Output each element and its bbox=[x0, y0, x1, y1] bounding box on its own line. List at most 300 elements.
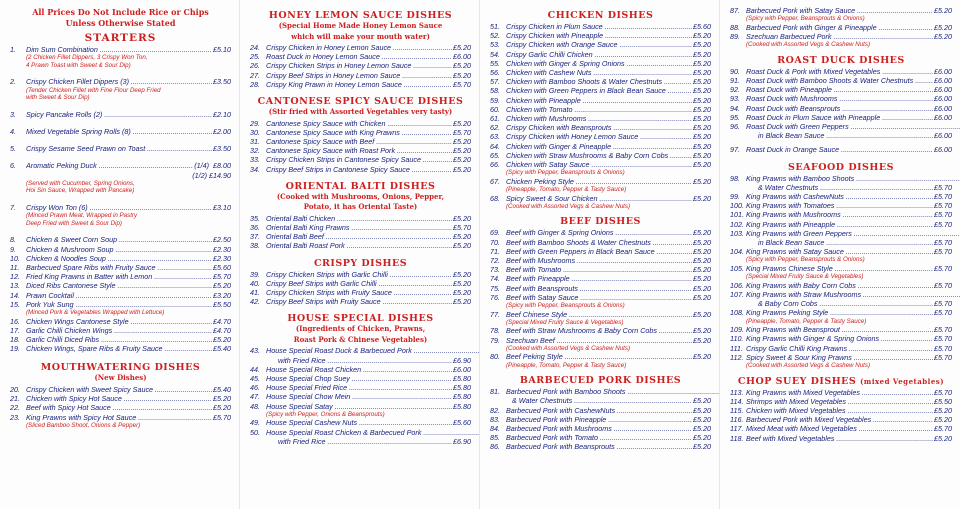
menu-item bbox=[490, 424, 711, 433]
item-number: 47. bbox=[250, 392, 260, 402]
item-name: Beef with Beansprouts ..... bbox=[506, 284, 692, 293]
menu-item-cont bbox=[730, 238, 952, 247]
item-name: Roast Duck in Plum Sauce with Pineapple ..... bbox=[746, 113, 933, 122]
item-name: Beef with Satay Sauce ..... bbox=[506, 293, 692, 302]
item-number: 29. bbox=[250, 118, 260, 128]
item-price: £5.20 bbox=[693, 237, 711, 247]
item-number: 87. bbox=[730, 6, 740, 15]
menu-item bbox=[490, 247, 711, 256]
item-price: £6.00 bbox=[934, 131, 952, 141]
item-number: 97. bbox=[730, 145, 740, 155]
section-title-beef: BEEF DISHES bbox=[560, 216, 641, 228]
menu-item bbox=[250, 61, 471, 70]
menu-item bbox=[730, 174, 952, 183]
item-note: (2 Chicken Fillet Dippers, 3 Crispy Won Ton, bbox=[26, 54, 148, 62]
item-price: £5.20 bbox=[693, 326, 711, 336]
item-name: King Prawns with Pineapple ..... bbox=[746, 220, 933, 229]
item-price: £5.70 bbox=[934, 387, 952, 397]
item-price: £5.20 bbox=[693, 292, 711, 302]
item-price: £5.60 bbox=[213, 262, 231, 272]
menu-item bbox=[10, 403, 231, 412]
item-number: 28. bbox=[250, 79, 260, 89]
item-name: Chicken with Straw Mushrooms & Baby Corn Cobs ..... bbox=[506, 151, 692, 160]
menu-item bbox=[10, 263, 231, 272]
item-name: Garlic Chilli Chicken Wings ..... bbox=[26, 326, 212, 335]
item-name: Chicken with Mixed Vegetables ..... bbox=[746, 406, 933, 415]
item-name: Crispy Chicken with Beansprouts ..... bbox=[506, 123, 692, 132]
item-number: 111. bbox=[730, 343, 743, 353]
item-name: Chicken with Spicy Hot Sauce ..... bbox=[26, 394, 212, 403]
item-number: 73. bbox=[490, 265, 500, 275]
item-name: Barbecued Pork with Tomato ..... bbox=[506, 433, 692, 442]
item-number: 15. bbox=[10, 299, 20, 309]
menu-column-2 bbox=[240, 0, 480, 509]
menu-item bbox=[250, 43, 471, 52]
item-name: Szechuan Barbecued Pork ..... bbox=[746, 32, 933, 41]
item-price: £2.10 bbox=[213, 109, 231, 119]
menu-item bbox=[730, 334, 952, 343]
item-name: Chicken with Cashew Nuts ..... bbox=[506, 68, 692, 77]
item-number: 36. bbox=[250, 222, 260, 232]
item-number: 55. bbox=[490, 58, 500, 68]
menu-item bbox=[490, 50, 711, 59]
item-name-cont: & Baby Corn Cobs ..... bbox=[758, 299, 933, 308]
item-price: £6.00 bbox=[934, 103, 952, 113]
item-number: 54. bbox=[490, 49, 500, 59]
section-title-house-special: HOUSE SPECIAL DISHES bbox=[287, 313, 434, 325]
item-name: House Special Cashew Nuts ..... bbox=[266, 418, 452, 427]
menu-item bbox=[730, 122, 952, 131]
item-name: King Prawns Chinese Style ..... bbox=[746, 264, 933, 273]
item-name: Chicken with Satay Sauce ..... bbox=[506, 160, 692, 169]
item-price: £5.10 bbox=[213, 45, 231, 54]
item-number: 8. bbox=[10, 235, 16, 245]
menu-item bbox=[10, 291, 231, 300]
item-price: £5.20 bbox=[693, 176, 711, 186]
menu-item bbox=[490, 336, 711, 345]
item-name: Chicken with Green Peppers in Black Bean Sauce ..... bbox=[506, 86, 692, 95]
item-name: King Prawns Peking Style ..... bbox=[746, 308, 933, 317]
item-number: 33. bbox=[250, 155, 260, 165]
menu-item bbox=[250, 374, 471, 383]
item-number: 12. bbox=[10, 272, 20, 282]
item-name: King Prawns with Spicy Hot Sauce ..... bbox=[26, 413, 212, 422]
item-name: Chicken & Sweet Corn Soup ..... bbox=[26, 235, 212, 244]
item-number: 23. bbox=[10, 412, 20, 422]
item-price: £5.20 bbox=[213, 281, 231, 291]
menu-item bbox=[490, 96, 711, 105]
item-number: 91. bbox=[730, 76, 740, 85]
item-price: £5.20 bbox=[213, 335, 231, 344]
item-number: 101. bbox=[730, 210, 744, 220]
item-number: 67. bbox=[490, 176, 500, 186]
item-name: Szechuan Beef ..... bbox=[506, 336, 692, 345]
item-name: Spicy Sweet & Sour King Prawns ..... bbox=[746, 353, 933, 362]
item-number: 25. bbox=[250, 52, 260, 62]
item-number: 63. bbox=[490, 132, 500, 142]
section-title-text: CHOP SUEY DISHES bbox=[737, 375, 857, 387]
item-name: Chicken Peking Style ..... bbox=[506, 177, 692, 186]
item-note: with Sweet & Sour Dip) bbox=[26, 94, 90, 102]
section-subtitle: (Stir fried with Assorted Vegetables very tasty) bbox=[268, 107, 453, 117]
item-number: 38. bbox=[250, 241, 260, 251]
menu-item bbox=[490, 177, 711, 186]
menu-item bbox=[250, 428, 471, 437]
menu-item bbox=[10, 77, 231, 86]
menu-item bbox=[250, 146, 471, 155]
menu-item bbox=[730, 344, 952, 353]
menu-item bbox=[250, 155, 471, 164]
item-number: 64. bbox=[490, 141, 500, 151]
item-name: Fried King Prawns in Batter with Lemon ..... bbox=[26, 272, 212, 281]
item-price: £5.20 bbox=[934, 433, 952, 443]
item-number: 14. bbox=[10, 290, 20, 300]
menu-item bbox=[490, 86, 711, 95]
item-name: Oriental Balti Roast Pork ..... bbox=[266, 241, 452, 250]
item-price: £5.20 bbox=[693, 265, 711, 275]
menu-item bbox=[250, 80, 471, 89]
item-price: £5.20 bbox=[693, 31, 711, 41]
menu-item bbox=[250, 365, 471, 374]
item-price: £5.50 bbox=[934, 396, 952, 406]
item-number: 2. bbox=[10, 77, 16, 87]
menu-item bbox=[730, 415, 952, 424]
item-number: 100. bbox=[730, 201, 744, 211]
item-price: £5.20 bbox=[693, 49, 711, 59]
item-name: Mixed Vegetable Spring Rolls (8) ..... bbox=[26, 127, 212, 136]
menu-item bbox=[10, 317, 231, 326]
item-price: £5.20 bbox=[453, 70, 471, 80]
item-price: £5.70 bbox=[213, 412, 231, 422]
menu-item bbox=[250, 119, 471, 128]
item-number: 52. bbox=[490, 31, 500, 41]
item-price: £3.50 bbox=[213, 77, 231, 87]
item-price: £5.20 bbox=[693, 352, 711, 362]
item-price: £6.00 bbox=[934, 145, 952, 155]
menu-item bbox=[730, 353, 952, 362]
item-number: 95. bbox=[730, 112, 740, 122]
menu-item bbox=[730, 308, 952, 317]
item-name: Roast Duck with Green Peppers ..... bbox=[746, 122, 960, 131]
item-name: Barbecued Pork with Satay Sauce ..... bbox=[746, 6, 933, 15]
item-price: £3.10 bbox=[213, 202, 231, 212]
item-price: £5.20 bbox=[693, 433, 711, 443]
item-number: 37. bbox=[250, 232, 260, 242]
item-name: Crispy Chicken Strips in Honey Lemon Sauce ..... bbox=[266, 61, 452, 70]
item-number: 117. bbox=[730, 424, 744, 434]
item-name: House Special Roast Chicken ..... bbox=[266, 365, 452, 374]
menu-item bbox=[10, 245, 231, 254]
menu-item bbox=[490, 151, 711, 160]
item-price: £5.40 bbox=[213, 344, 231, 354]
item-name: Roast Duck with Bamboo Shoots & Water Chestnuts ..... bbox=[746, 76, 933, 85]
item-price: £5.20 bbox=[934, 22, 952, 32]
item-name: Crispy King Prawn in Honey Lemon Sauce ..... bbox=[266, 80, 452, 89]
item-price: £5.20 bbox=[453, 213, 471, 223]
menu-item bbox=[730, 325, 952, 334]
item-number: 22. bbox=[10, 403, 20, 413]
menu-item bbox=[10, 254, 231, 263]
item-name: Diced Ribs Cantonese Style ..... bbox=[26, 281, 212, 290]
item-number: 102. bbox=[730, 219, 744, 229]
item-number: 16. bbox=[10, 316, 20, 326]
menu-item bbox=[730, 424, 952, 433]
item-price: £2.00 bbox=[213, 126, 231, 136]
item-note: (Cooked with Assorted Vegs & Cashew Nuts) bbox=[746, 41, 871, 49]
item-number: 35. bbox=[250, 213, 260, 223]
item-name: Barbecued Pork with Mixed Vegetables ..... bbox=[746, 415, 933, 424]
item-name: House Special Chop Suey ..... bbox=[266, 374, 452, 383]
menu-item bbox=[730, 145, 952, 154]
item-price: £5.70 bbox=[213, 272, 231, 282]
menu-item bbox=[490, 387, 711, 396]
item-name: House Special Chow Mein ..... bbox=[266, 392, 452, 401]
menu-item bbox=[490, 310, 711, 319]
item-price: £6.00 bbox=[453, 364, 471, 374]
item-price: £5.20 bbox=[693, 256, 711, 266]
item-name: Chicken with Bamboo Shoots & Water Chestnuts ..... bbox=[506, 77, 692, 86]
menu-item bbox=[490, 132, 711, 141]
item-number: 115. bbox=[730, 406, 744, 416]
item-name-cont: in Black Bean Sauce ..... bbox=[758, 238, 933, 247]
item-price: £5.20 bbox=[934, 6, 952, 15]
menu-item bbox=[490, 442, 711, 451]
item-name: Crispy Chicken with Sweet Spicy Sauce ..... bbox=[26, 385, 212, 394]
item-number: 13. bbox=[10, 281, 20, 291]
menu-item bbox=[250, 232, 471, 241]
item-number: 71. bbox=[490, 246, 500, 256]
item-price: £5.70 bbox=[934, 424, 952, 434]
item-price: £5.20 bbox=[213, 403, 231, 413]
item-number: 61. bbox=[490, 114, 500, 124]
item-number: 109. bbox=[730, 325, 744, 335]
item-number: 74. bbox=[490, 274, 500, 284]
item-note: (Pineapple, Tomato, Pepper & Tasty Sauce) bbox=[746, 317, 867, 325]
section-title-roast-duck: ROAST DUCK DISHES bbox=[777, 54, 905, 66]
item-price: £5.20 bbox=[693, 283, 711, 293]
item-note: (Cooked with Assorted Vegs & Cashew Nuts) bbox=[506, 344, 631, 352]
item-price: £5.20 bbox=[693, 396, 711, 406]
section-title-barbecued-pork: BARBECUED PORK DISHES bbox=[519, 375, 682, 387]
item-number: 20. bbox=[10, 384, 20, 394]
item-name: Crispy Garlic Chilli King Prawns ..... bbox=[746, 344, 933, 353]
item-number: 113. bbox=[730, 387, 744, 397]
item-name: Crispy Chicken in Plum Sauce ..... bbox=[506, 22, 692, 31]
item-name-cont: with Fried Rice ..... bbox=[278, 356, 452, 365]
item-number: 99. bbox=[730, 192, 740, 202]
item-price: £14.90 bbox=[209, 170, 231, 180]
item-name: Mixed Meat with Mixed Vegetables ..... bbox=[746, 424, 933, 433]
item-name: Beef with Mixed Vegetables ..... bbox=[746, 434, 933, 443]
menu-item bbox=[730, 229, 952, 238]
section-title-cantonese: CANTONESE SPICY SAUCE DISHES bbox=[257, 96, 464, 108]
menu-item bbox=[10, 144, 231, 153]
item-number: 76. bbox=[490, 292, 500, 302]
item-price: £5.20 bbox=[453, 241, 471, 251]
section-title-honey-lemon: HONEY LEMON SAUCE DISHES bbox=[268, 10, 453, 21]
item-name: Cantonese Spicy Sauce with Chicken ..... bbox=[266, 119, 452, 128]
item-number: 62. bbox=[490, 123, 500, 133]
section-subtitle: (Cooked with Mushrooms, Onions, Pepper, bbox=[276, 191, 445, 201]
item-note: Deep Fried with Sweet & Sour Dip) bbox=[26, 219, 122, 227]
menu-item bbox=[490, 274, 711, 283]
item-number: 96. bbox=[730, 122, 740, 132]
item-name: Beef with Green Peppers in Black Bean Sauce ..... bbox=[506, 247, 692, 256]
menu-item bbox=[490, 406, 711, 415]
item-name: Crispy Chicken in Honey Lemon Sauce ..... bbox=[266, 43, 452, 52]
menu-item bbox=[490, 22, 711, 31]
item-price: £5.20 bbox=[934, 32, 952, 41]
item-number: 83. bbox=[490, 414, 500, 424]
menu-item bbox=[10, 45, 231, 54]
item-name: King Prawns with Green Peppers ..... bbox=[746, 229, 960, 238]
item-price: £5.70 bbox=[934, 182, 952, 192]
item-number: 69. bbox=[490, 228, 500, 238]
item-number: 80. bbox=[490, 352, 500, 362]
item-price: £5.60 bbox=[453, 418, 471, 428]
item-name: Shrimps with Mixed Vegetables ..... bbox=[746, 397, 933, 406]
item-number: 3. bbox=[10, 109, 16, 119]
item-number: 26. bbox=[250, 61, 260, 71]
item-price: £5.20 bbox=[453, 118, 471, 128]
item-price: £5.20 bbox=[693, 86, 711, 96]
item-name: King Prawns with Baby Corn Cobs ..... bbox=[746, 281, 933, 290]
menu-item bbox=[10, 272, 231, 281]
item-name: King Prawns with Ginger & Spring Onions ..... bbox=[746, 334, 933, 343]
item-name: Chicken & Mushroom Soup ..... bbox=[26, 245, 212, 254]
menu-item-cont bbox=[730, 131, 952, 140]
item-price: £6.00 bbox=[934, 112, 952, 122]
item-number: 106. bbox=[730, 280, 744, 290]
item-number: 32. bbox=[250, 146, 260, 156]
section-subtitle: Potato, it has Oriental Taste) bbox=[303, 202, 418, 212]
item-name: Roast Duck in Honey Lemon Sauce ..... bbox=[266, 52, 452, 61]
menu-item bbox=[490, 105, 711, 114]
item-name: Crispy Beef Strips in Honey Lemon Sauce ..... bbox=[266, 71, 452, 80]
item-price: £5.80 bbox=[453, 401, 471, 411]
item-price: £6.90 bbox=[453, 355, 471, 365]
item-price: £5.20 bbox=[213, 394, 231, 404]
item-price: £5.20 bbox=[693, 141, 711, 151]
item-name: Aromatic Peking Duck ..... bbox=[26, 161, 193, 170]
item-name: Beef with Tomato ..... bbox=[506, 265, 692, 274]
item-price: £6.00 bbox=[934, 76, 952, 85]
item-name: Beef with Mushrooms ..... bbox=[506, 256, 692, 265]
item-price: £5.70 bbox=[934, 343, 952, 353]
item-name: Dim Sum Combination ..... bbox=[26, 45, 212, 54]
menu-item bbox=[730, 247, 952, 256]
menu-item bbox=[10, 413, 231, 422]
item-number: 18. bbox=[10, 335, 20, 344]
item-name: Roast Duck with Mushrooms ..... bbox=[746, 94, 933, 103]
section-title-chicken: CHICKEN DISHES bbox=[547, 10, 654, 21]
item-price: £5.20 bbox=[693, 228, 711, 238]
item-name: King Prawns with Beansprout ..... bbox=[746, 325, 933, 334]
item-number: 107. bbox=[730, 290, 744, 300]
item-number: 53. bbox=[490, 40, 500, 50]
item-name-cont: with Fried Rice ..... bbox=[278, 437, 452, 446]
item-name: Crispy Chicken Fillet Dippers (3) ..... bbox=[26, 77, 212, 86]
item-number: 75. bbox=[490, 283, 500, 293]
item-name: Oriental Balti Chicken ..... bbox=[266, 214, 452, 223]
item-name: Chicken Wings, Spare Ribs & Fruity Sauce ..... bbox=[26, 344, 212, 353]
item-price: £5.20 bbox=[453, 278, 471, 288]
menu-item bbox=[250, 214, 471, 223]
item-number: 116. bbox=[730, 415, 744, 425]
item-number: 34. bbox=[250, 164, 260, 174]
menu-item bbox=[10, 300, 231, 309]
item-name: King Prawns with Mixed Vegetables ..... bbox=[746, 388, 933, 397]
item-name: Beef Peking Style ..... bbox=[506, 352, 692, 361]
item-note: (Tender Chicken Fillet with Fine Flour Deep Fried bbox=[26, 86, 161, 94]
menu-item bbox=[10, 203, 231, 212]
item-name: Roast Duck in Orange Sauce ..... bbox=[746, 145, 933, 154]
menu-item bbox=[730, 67, 952, 76]
item-price: £5.70 bbox=[934, 201, 952, 211]
section-title-chop-suey bbox=[730, 376, 952, 387]
item-name-cont: & Water Chestnuts ..... bbox=[758, 183, 933, 192]
menu-column-3 bbox=[480, 0, 720, 509]
item-name: Roast Duck with Pineapple ..... bbox=[746, 85, 933, 94]
item-number: 50. bbox=[250, 427, 260, 437]
item-number: 5. bbox=[10, 144, 16, 154]
item-number: 45. bbox=[250, 373, 260, 383]
item-number: 30. bbox=[250, 127, 260, 137]
item-number: 65. bbox=[490, 150, 500, 160]
menu-item bbox=[730, 113, 952, 122]
item-number: 11. bbox=[10, 262, 20, 272]
item-note: (Special Mixed Fruity Sauce & Vegetables) bbox=[746, 273, 864, 281]
item-note: Hoi Sin Sauce, Wrapped with Pancake) bbox=[26, 187, 135, 195]
item-price: £5.70 bbox=[453, 79, 471, 89]
item-price: £5.20 bbox=[453, 164, 471, 174]
item-number: 59. bbox=[490, 95, 500, 105]
menu-item bbox=[10, 110, 231, 119]
item-price: £5.50 bbox=[213, 299, 231, 309]
menu-item bbox=[10, 326, 231, 335]
item-price: £5.20 bbox=[693, 160, 711, 170]
menu-item bbox=[730, 85, 952, 94]
item-price: £5.20 bbox=[453, 297, 471, 307]
section-title-starters: STARTERS bbox=[84, 32, 157, 44]
item-name: Crispy Chicken Strips in Cantonese Spicy Sauce ..... bbox=[266, 155, 452, 164]
menu-item bbox=[730, 32, 952, 41]
item-name: Oriental Balti King Prawns ..... bbox=[266, 223, 452, 232]
item-name: Prawn Cocktail ..... bbox=[26, 291, 212, 300]
item-price: £6.90 bbox=[453, 436, 471, 446]
item-number: 6. bbox=[10, 161, 16, 171]
item-number: 85. bbox=[490, 433, 500, 443]
item-name: Crispy Chicken Strips with Garlic Chilli ..... bbox=[266, 270, 452, 279]
item-name: Beef with Ginger & Spring Onions ..... bbox=[506, 228, 692, 237]
item-note: (Cooked with Assorted Vegs & Cashew Nuts) bbox=[746, 362, 871, 370]
menu-item bbox=[490, 77, 711, 86]
item-number: 118. bbox=[730, 433, 744, 443]
item-number: 51. bbox=[490, 22, 500, 31]
item-number: 88. bbox=[730, 22, 740, 32]
menu-item bbox=[730, 264, 952, 273]
item-name: Cantonese Spicy Sauce with Beef ..... bbox=[266, 137, 452, 146]
item-number: 84. bbox=[490, 424, 500, 434]
item-note: (Minced Prawn Meat, Wrapped in Pastry bbox=[26, 212, 138, 220]
item-number: 40. bbox=[250, 278, 260, 288]
item-number: 43. bbox=[250, 346, 260, 356]
menu-item bbox=[730, 104, 952, 113]
menu-item bbox=[250, 165, 471, 174]
item-price: £5.70 bbox=[934, 192, 952, 202]
item-note: (Spicy with Pepper, Beansprouts & Onions) bbox=[506, 169, 625, 177]
menu-item bbox=[490, 326, 711, 335]
